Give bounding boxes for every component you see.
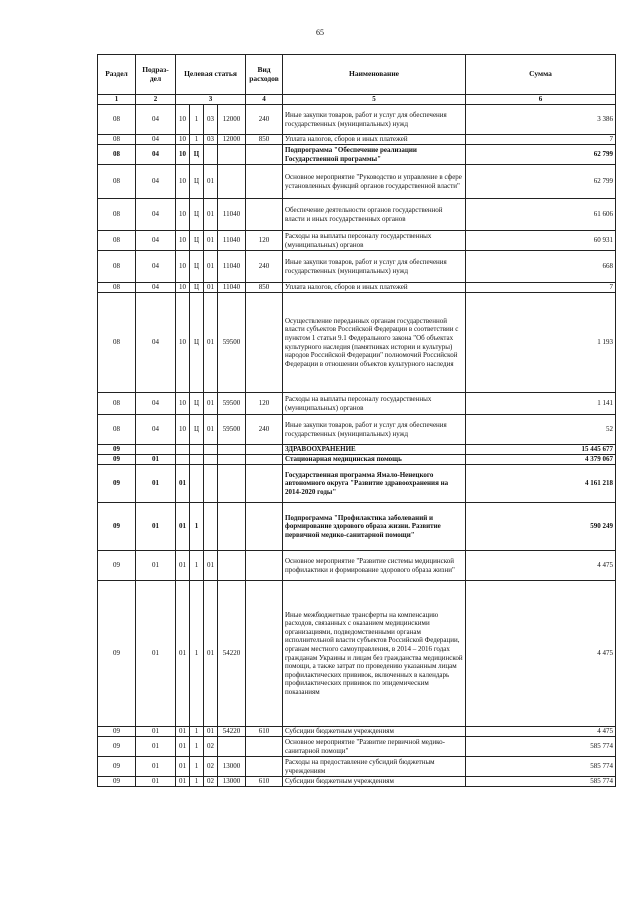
page-number: 65 (316, 28, 324, 37)
program-code-cell: 10 (176, 293, 190, 393)
event-code-cell: 01 (204, 283, 218, 293)
vid-cell (246, 445, 283, 455)
program-code-cell: 10 (176, 231, 190, 251)
event-code-cell: 01 (204, 293, 218, 393)
program-code-cell: 01 (176, 737, 190, 757)
subprogram-code-cell: Ц (190, 231, 204, 251)
subprogram-code-cell: 1 (190, 581, 204, 727)
name-cell: Субсидии бюджетным учреждениям (283, 777, 466, 787)
subprogram-code-cell: 1 (190, 777, 204, 787)
subprogram-code-cell: Ц (190, 415, 204, 445)
name-cell: Иные закупки товаров, работ и услуг для обеспечения государственных (муниципальных) нужд (283, 105, 466, 135)
sum-cell: 61 606 (466, 199, 616, 231)
program-code-cell: 10 (176, 415, 190, 445)
header-razdel: Раздел (98, 55, 136, 95)
table-row (98, 393, 616, 415)
program-code-cell: 10 (176, 135, 190, 145)
direction-code-cell: 59500 (218, 393, 246, 415)
direction-code-cell: 59500 (218, 293, 246, 393)
name-cell: ЗДРАВООХРАНЕНИЕ (283, 445, 466, 455)
event-code-cell: 01 (204, 199, 218, 231)
event-code-cell: 01 (204, 393, 218, 415)
podrazdel-cell: 01 (136, 465, 176, 503)
program-code-cell: 10 (176, 165, 190, 199)
name-cell: Субсидии бюджетным учреждениям (283, 727, 466, 737)
razdel-cell: 09 (98, 727, 136, 737)
sum-cell: 1 141 (466, 393, 616, 415)
header-sum: Сумма (466, 55, 616, 95)
vid-cell: 610 (246, 727, 283, 737)
razdel-cell: 08 (98, 165, 136, 199)
budget-table (97, 54, 616, 787)
direction-code-cell (218, 503, 246, 551)
name-cell: Расходы на предоставление субсидий бюджетным учреждениям (283, 757, 466, 777)
vid-cell: 610 (246, 777, 283, 787)
vid-cell (246, 503, 283, 551)
subprogram-code-cell: 1 (190, 737, 204, 757)
event-code-cell: 01 (204, 231, 218, 251)
table-row (98, 465, 616, 503)
program-code-cell: 10 (176, 283, 190, 293)
direction-code-cell: 11040 (218, 231, 246, 251)
podrazdel-cell: 01 (136, 581, 176, 727)
razdel-cell: 09 (98, 465, 136, 503)
direction-code-cell: 13000 (218, 777, 246, 787)
event-code-cell: 01 (204, 581, 218, 727)
direction-code-cell: 11040 (218, 251, 246, 283)
table-row (98, 503, 616, 551)
table-row (98, 199, 616, 231)
direction-code-cell (218, 551, 246, 581)
vid-cell (246, 551, 283, 581)
razdel-cell: 08 (98, 145, 136, 165)
table-row (98, 283, 616, 293)
razdel-cell: 09 (98, 503, 136, 551)
header-vid: Вид расходов (246, 55, 283, 95)
index-cell: 3 (176, 95, 246, 105)
sum-cell: 3 386 (466, 105, 616, 135)
event-code-cell: 01 (204, 251, 218, 283)
sum-cell: 62 799 (466, 145, 616, 165)
event-code-cell (204, 503, 218, 551)
razdel-cell: 08 (98, 105, 136, 135)
table-row (98, 727, 616, 737)
vid-cell (246, 737, 283, 757)
header-celevaya: Целевая статья (176, 55, 246, 95)
name-cell: Иные закупки товаров, работ и услуг для обеспечения государственных (муниципальных) нужд (283, 251, 466, 283)
subprogram-code-cell: 1 (190, 135, 204, 145)
program-code-cell: 01 (176, 551, 190, 581)
subprogram-code-cell (190, 465, 204, 503)
podrazdel-cell: 04 (136, 199, 176, 231)
sum-cell: 585 774 (466, 777, 616, 787)
program-code-cell (176, 455, 190, 465)
table-row (98, 165, 616, 199)
direction-code-cell (218, 455, 246, 465)
table-row (98, 415, 616, 445)
sum-cell: 585 774 (466, 757, 616, 777)
razdel-cell: 09 (98, 581, 136, 727)
subprogram-code-cell: Ц (190, 165, 204, 199)
event-code-cell: 02 (204, 777, 218, 787)
table-row (98, 777, 616, 787)
razdel-cell: 09 (98, 445, 136, 455)
name-cell: Осуществление переданных органам государственной власти субъектов Российской Федерации в соответствии с пунктом 1 статьи 9.1 Федерального закона "Об объектах культурного наследия (памятниках истории и культуры) народов Российской Федерации" полномочий Российской Федерации в отношении объектов культурного наследия (283, 293, 466, 393)
vid-cell (246, 165, 283, 199)
vid-cell: 240 (246, 251, 283, 283)
vid-cell: 120 (246, 393, 283, 415)
podrazdel-cell: 04 (136, 283, 176, 293)
sum-cell: 60 931 (466, 231, 616, 251)
program-code-cell: 01 (176, 465, 190, 503)
subprogram-code-cell: 1 (190, 727, 204, 737)
name-cell: Государственная программа Ямало-Ненецкого автономного округа "Развитие здравоохранения на 2014-2020 годы" (283, 465, 466, 503)
sum-cell: 4 475 (466, 727, 616, 737)
podrazdel-cell: 01 (136, 757, 176, 777)
subprogram-code-cell: 1 (190, 105, 204, 135)
subprogram-code-cell: Ц (190, 145, 204, 165)
razdel-cell: 09 (98, 551, 136, 581)
subprogram-code-cell: Ц (190, 393, 204, 415)
table-row (98, 135, 616, 145)
header-podrazdel: Подраз-дел (136, 55, 176, 95)
event-code-cell: 01 (204, 727, 218, 737)
sum-cell: 62 799 (466, 165, 616, 199)
table-row (98, 105, 616, 135)
name-cell: Обеспечение деятельности органов государственной власти и иных государственных органов (283, 199, 466, 231)
table-row (98, 757, 616, 777)
name-cell: Основное мероприятие "Развитие первичной медико-санитарной помощи" (283, 737, 466, 757)
subprogram-code-cell: Ц (190, 293, 204, 393)
vid-cell (246, 199, 283, 231)
podrazdel-cell: 01 (136, 503, 176, 551)
name-cell: Уплата налогов, сборов и иных платежей (283, 283, 466, 293)
name-cell: Иные межбюджетные трансферты на компенсацию расходов, связанных с оказанием медицинскими организациями, подведомственными органам исполнительной власти субъектов Российской Федерации, органам местного самоуправления, в 2014 – 2016 годах гражданам Украины и лицам без гражданства медицинской помощи, а также затрат по проведению указанным лицам профилактических прививок, включенных в календарь профилактических прививок по эпидемическим показаниям (283, 581, 466, 727)
direction-code-cell (218, 145, 246, 165)
podrazdel-cell: 01 (136, 551, 176, 581)
event-code-cell: 03 (204, 105, 218, 135)
subprogram-code-cell: 1 (190, 551, 204, 581)
event-code-cell (204, 145, 218, 165)
podrazdel-cell: 04 (136, 251, 176, 283)
index-cell: 6 (466, 95, 616, 105)
name-cell: Основное мероприятие "Развитие системы медицинской профилактики и формирование здорового образа жизни" (283, 551, 466, 581)
name-cell: Иные закупки товаров, работ и услуг для обеспечения государственных (муниципальных) нужд (283, 415, 466, 445)
program-code-cell: 01 (176, 757, 190, 777)
name-cell: Стационарная медицинская помощь (283, 455, 466, 465)
podrazdel-cell: 01 (136, 727, 176, 737)
table-row (98, 231, 616, 251)
program-code-cell: 10 (176, 145, 190, 165)
program-code-cell: 01 (176, 581, 190, 727)
index-cell: 2 (136, 95, 176, 105)
event-code-cell: 03 (204, 135, 218, 145)
table-row (98, 293, 616, 393)
sum-cell: 1 193 (466, 293, 616, 393)
podrazdel-cell: 04 (136, 145, 176, 165)
razdel-cell: 08 (98, 393, 136, 415)
direction-code-cell: 11040 (218, 283, 246, 293)
subprogram-code-cell (190, 455, 204, 465)
vid-cell: 850 (246, 135, 283, 145)
program-code-cell: 01 (176, 503, 190, 551)
sum-cell: 4 475 (466, 551, 616, 581)
program-code-cell: 01 (176, 727, 190, 737)
direction-code-cell (218, 165, 246, 199)
event-code-cell (204, 455, 218, 465)
table-row (98, 581, 616, 727)
event-code-cell: 02 (204, 737, 218, 757)
podrazdel-cell: 01 (136, 777, 176, 787)
name-cell: Подпрограмма "Обеспечение реализации Государственной программы" (283, 145, 466, 165)
podrazdel-cell: 04 (136, 135, 176, 145)
podrazdel-cell: 04 (136, 393, 176, 415)
vid-cell (246, 581, 283, 727)
subprogram-code-cell: Ц (190, 251, 204, 283)
vid-cell: 120 (246, 231, 283, 251)
table-row (98, 445, 616, 455)
vid-cell (246, 145, 283, 165)
program-code-cell: 10 (176, 105, 190, 135)
program-code-cell: 10 (176, 393, 190, 415)
event-code-cell (204, 465, 218, 503)
vid-cell: 240 (246, 415, 283, 445)
sum-cell: 7 (466, 283, 616, 293)
podrazdel-cell: 04 (136, 293, 176, 393)
sum-cell: 4 161 218 (466, 465, 616, 503)
index-cell: 4 (246, 95, 283, 105)
podrazdel-cell: 04 (136, 105, 176, 135)
podrazdel-cell: 04 (136, 415, 176, 445)
razdel-cell: 08 (98, 251, 136, 283)
event-code-cell: 01 (204, 165, 218, 199)
name-cell: Расходы на выплаты персоналу государственных (муниципальных) органов (283, 231, 466, 251)
subprogram-code-cell (190, 445, 204, 455)
table-row (98, 551, 616, 581)
direction-code-cell: 12000 (218, 105, 246, 135)
direction-code-cell: 13000 (218, 757, 246, 777)
razdel-cell: 08 (98, 293, 136, 393)
subprogram-code-cell: Ц (190, 199, 204, 231)
subprogram-code-cell: Ц (190, 283, 204, 293)
vid-cell (246, 757, 283, 777)
vid-cell: 240 (246, 105, 283, 135)
name-cell: Расходы на выплаты персоналу государственных (муниципальных) органов (283, 393, 466, 415)
razdel-cell: 08 (98, 231, 136, 251)
direction-code-cell: 11040 (218, 199, 246, 231)
table-row (98, 455, 616, 465)
sum-cell: 4 475 (466, 581, 616, 727)
sum-cell: 7 (466, 135, 616, 145)
direction-code-cell (218, 445, 246, 455)
direction-code-cell (218, 465, 246, 503)
sum-cell: 4 379 067 (466, 455, 616, 465)
razdel-cell: 09 (98, 757, 136, 777)
header-name: Наименование (283, 55, 466, 95)
name-cell: Основное мероприятие "Руководство и управление в сфере установленных функций органов государственной власти" (283, 165, 466, 199)
sum-cell: 585 774 (466, 737, 616, 757)
header-row (98, 55, 616, 95)
name-cell: Подпрограмма "Профилактика заболеваний и формирование здорового образа жизни. Развитие первичной медико-санитарной помощи" (283, 503, 466, 551)
program-code-cell (176, 445, 190, 455)
direction-code-cell: 12000 (218, 135, 246, 145)
subprogram-code-cell: 1 (190, 757, 204, 777)
sum-cell: 15 445 677 (466, 445, 616, 455)
vid-cell (246, 293, 283, 393)
index-row (98, 95, 616, 105)
razdel-cell: 09 (98, 777, 136, 787)
podrazdel-cell: 04 (136, 231, 176, 251)
direction-code-cell: 54220 (218, 581, 246, 727)
sum-cell: 590 249 (466, 503, 616, 551)
index-cell: 1 (98, 95, 136, 105)
program-code-cell: 10 (176, 199, 190, 231)
razdel-cell: 09 (98, 455, 136, 465)
podrazdel-cell: 01 (136, 737, 176, 757)
razdel-cell: 08 (98, 135, 136, 145)
vid-cell (246, 465, 283, 503)
index-cell: 5 (283, 95, 466, 105)
event-code-cell: 02 (204, 757, 218, 777)
vid-cell: 850 (246, 283, 283, 293)
table-row (98, 737, 616, 757)
razdel-cell: 08 (98, 283, 136, 293)
razdel-cell: 09 (98, 737, 136, 757)
event-code-cell: 01 (204, 551, 218, 581)
sum-cell: 668 (466, 251, 616, 283)
table-row (98, 251, 616, 283)
podrazdel-cell (136, 445, 176, 455)
direction-code-cell: 59500 (218, 415, 246, 445)
event-code-cell: 01 (204, 415, 218, 445)
program-code-cell: 10 (176, 251, 190, 283)
table-row (98, 145, 616, 165)
vid-cell (246, 455, 283, 465)
event-code-cell (204, 445, 218, 455)
razdel-cell: 08 (98, 415, 136, 445)
name-cell: Уплата налогов, сборов и иных платежей (283, 135, 466, 145)
podrazdel-cell: 01 (136, 455, 176, 465)
direction-code-cell (218, 737, 246, 757)
podrazdel-cell: 04 (136, 165, 176, 199)
sum-cell: 52 (466, 415, 616, 445)
direction-code-cell: 54220 (218, 727, 246, 737)
razdel-cell: 08 (98, 199, 136, 231)
program-code-cell: 01 (176, 777, 190, 787)
subprogram-code-cell: 1 (190, 503, 204, 551)
